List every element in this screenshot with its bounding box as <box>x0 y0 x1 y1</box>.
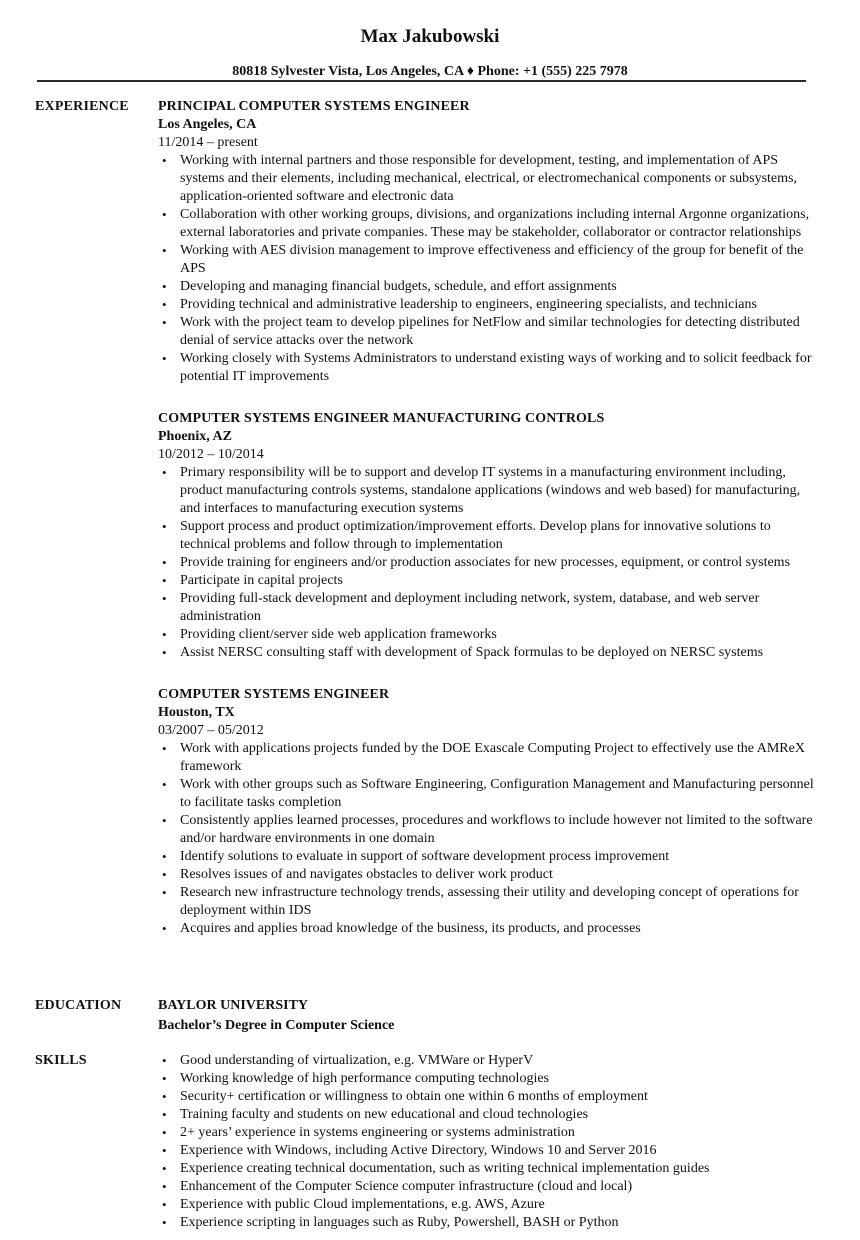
duty-item <box>158 350 818 386</box>
bullet-icon: • <box>162 885 167 900</box>
duty-item <box>158 740 818 776</box>
duty-item <box>158 314 818 350</box>
bullet-icon: • <box>162 591 167 606</box>
duty-item <box>158 866 818 884</box>
duty-text: Providing client/server side web application frameworks <box>180 627 497 642</box>
duty-text: Providing technical and administrative leadership to engineers, engineering specialists, and technicians <box>180 297 757 312</box>
job-title: COMPUTER SYSTEMS ENGINEER MANUFACTURING CONTROLS <box>158 411 605 426</box>
bullet-icon: • <box>162 867 167 882</box>
skill-item <box>158 1052 818 1070</box>
skill-text: Working knowledge of high performance computing technologies <box>180 1071 549 1086</box>
skill-text: Enhancement of the Computer Science computer infrastructure (cloud and local) <box>180 1179 633 1194</box>
skill-item <box>158 1142 818 1160</box>
duty-item <box>158 554 818 572</box>
duty-text: Work with the project team to develop pipelines for NetFlow and similar technologies for detecting distributed denial of service attacks over the network <box>180 315 800 348</box>
duty-text: Primary responsibility will be to support and develop IT systems in a manufacturing environment including, product manufacturing controls systems, standalone applications (windows and web based) for manufacturing, and interfaces to manufacturing execution systems <box>180 465 801 516</box>
duty-item <box>158 242 818 278</box>
bullet-icon: • <box>162 555 167 570</box>
skill-text: Experience with Windows, including Active Directory, Windows 10 and Server 2016 <box>180 1143 657 1158</box>
duty-item <box>158 464 818 518</box>
duty-text: Support process and product optimization/improvement efforts. Develop plans for innovative solutions to technical problems and follow through to implementation <box>180 519 771 552</box>
bullet-icon: • <box>162 741 167 756</box>
skill-item <box>158 1160 818 1178</box>
duty-text: Collaboration with other working groups, divisions, and organizations including internal Argonne organizations, external laboratories and private companies. These may be stakeholder, collaborator or contractor relationships <box>180 207 810 240</box>
job-duties <box>158 740 818 938</box>
bullet-icon: • <box>162 1143 167 1158</box>
school-name: BAYLOR UNIVERSITY <box>158 998 309 1013</box>
duty-item <box>158 206 818 242</box>
bullet-icon: • <box>162 1089 167 1104</box>
skill-text: Security+ certification or willingness to obtain one within 6 months of employment <box>180 1089 648 1104</box>
skill-text: 2+ years’ experience in systems engineering or systems administration <box>180 1125 575 1140</box>
duty-item <box>158 296 818 314</box>
duty-text: Identify solutions to evaluate in support of software development process improvement <box>180 849 670 864</box>
bullet-icon: • <box>162 627 167 642</box>
duty-text: Research new infrastructure technology trends, assessing their utility and developing concept of operations for deployment within IDS <box>180 885 799 918</box>
skills-bullets <box>158 1052 818 1232</box>
duty-item <box>158 812 818 848</box>
phone: Phone: +1 (555) 225 7978 <box>477 64 628 79</box>
job-entry <box>158 686 818 938</box>
bullet-icon: • <box>162 921 167 936</box>
candidate-name: Max Jakubowski <box>360 26 500 47</box>
education-entry <box>158 997 818 1035</box>
degree-name: Bachelor’s Degree in Computer Science <box>158 1018 395 1033</box>
duty-item <box>158 278 818 296</box>
bullet-icon: • <box>162 1053 167 1068</box>
bullet-icon: • <box>162 645 167 660</box>
skill-item <box>158 1124 818 1142</box>
duty-item <box>158 776 818 812</box>
bullet-icon: • <box>162 465 167 480</box>
header-divider <box>37 80 806 82</box>
duty-text: Participate in capital projects <box>180 573 343 588</box>
duty-text: Working with AES division management to improve effectiveness and efficiency of the group for benefit of the APS <box>180 243 804 276</box>
job-dates: 11/2014 – present <box>158 135 258 150</box>
bullet-icon: • <box>162 207 167 222</box>
job-duties <box>158 464 818 662</box>
duty-text: Work with other groups such as Software Engineering, Configuration Management and Manufacturing personnel to facilitate tasks completion <box>180 777 814 810</box>
duty-text: Assist NERSC consulting staff with development of Spack formulas to be deployed on NERSC systems <box>180 645 764 660</box>
job-dates: 10/2012 – 10/2014 <box>158 447 264 462</box>
bullet-icon: • <box>162 153 167 168</box>
skill-text: Experience with public Cloud implementations, e.g. AWS, Azure <box>180 1197 545 1212</box>
bullet-icon: • <box>162 1215 167 1230</box>
bullet-icon: • <box>162 849 167 864</box>
skill-item <box>158 1070 818 1088</box>
bullet-icon: • <box>162 1197 167 1212</box>
address: 80818 Sylvester Vista, Los Angeles, CA <box>232 64 464 79</box>
duty-item <box>158 920 818 938</box>
bullet-icon: • <box>162 777 167 792</box>
job-location: Los Angeles, CA <box>158 117 257 132</box>
experience-heading: EXPERIENCE <box>35 99 129 114</box>
skill-text: Experience scripting in languages such as Ruby, Powershell, BASH or Python <box>180 1215 619 1230</box>
skill-text: Training faculty and students on new educational and cloud technologies <box>180 1107 589 1122</box>
bullet-icon: • <box>162 1071 167 1086</box>
skills-list <box>158 1052 818 1232</box>
bullet-icon: • <box>162 573 167 588</box>
job-title: COMPUTER SYSTEMS ENGINEER <box>158 687 390 702</box>
duty-item <box>158 152 818 206</box>
separator-diamond: ♦ <box>466 64 474 79</box>
resume-header <box>0 26 860 81</box>
bullet-icon: • <box>162 351 167 366</box>
skill-text: Good understanding of virtualization, e.g. VMWare or HyperV <box>180 1053 534 1068</box>
job-location: Houston, TX <box>158 705 235 720</box>
duty-text: Resolves issues of and navigates obstacles to deliver work product <box>180 867 553 882</box>
duty-item <box>158 848 818 866</box>
duty-item <box>158 884 818 920</box>
job-dates: 03/2007 – 05/2012 <box>158 723 264 738</box>
duty-text: Work with applications projects funded by the DOE Exascale Computing Project to effectively use the AMReX framework <box>180 741 805 774</box>
duty-text: Acquires and applies broad knowledge of the business, its products, and processes <box>180 921 641 936</box>
skill-text: Experience creating technical documentation, such as writing technical implementation guides <box>180 1161 710 1176</box>
duty-item <box>158 590 818 626</box>
bullet-icon: • <box>162 1125 167 1140</box>
job-title: PRINCIPAL COMPUTER SYSTEMS ENGINEER <box>158 99 470 114</box>
job-entry <box>158 98 818 386</box>
skill-item <box>158 1214 818 1232</box>
bullet-icon: • <box>162 1161 167 1176</box>
bullet-icon: • <box>162 519 167 534</box>
bullet-icon: • <box>162 1179 167 1194</box>
job-duties <box>158 152 818 386</box>
duty-item <box>158 572 818 590</box>
skill-item <box>158 1196 818 1214</box>
job-entry <box>158 410 818 662</box>
experience-list <box>158 98 818 962</box>
bullet-icon: • <box>162 279 167 294</box>
duty-text: Consistently applies learned processes, procedures and workflows to include however not limited to the software and/or hardware environments in one domain <box>180 813 813 846</box>
bullet-icon: • <box>162 315 167 330</box>
job-location: Phoenix, AZ <box>158 429 232 444</box>
skill-item <box>158 1178 818 1196</box>
duty-text: Working closely with Systems Administrators to understand existing ways of working and to solicit feedback for potential IT improvements <box>180 351 812 384</box>
education-heading: EDUCATION <box>35 998 122 1013</box>
bullet-icon: • <box>162 297 167 312</box>
bullet-icon: • <box>162 1107 167 1122</box>
duty-item <box>158 626 818 644</box>
bullet-icon: • <box>162 243 167 258</box>
skill-item <box>158 1088 818 1106</box>
skill-item <box>158 1106 818 1124</box>
duty-text: Providing full-stack development and deployment including network, system, database, and web server administration <box>180 591 760 624</box>
duty-text: Provide training for engineers and/or production associates for new processes, equipment, or control systems <box>180 555 791 570</box>
duty-item <box>158 644 818 662</box>
contact-line <box>0 63 860 81</box>
duty-item <box>158 518 818 554</box>
duty-text: Working with internal partners and those responsible for development, testing, and implementation of APS systems and their elements, including mechanical, electrical, or electromechanical components or subsystems, application-oriented software and electronic data <box>180 153 797 204</box>
skills-heading: SKILLS <box>35 1053 87 1068</box>
bullet-icon: • <box>162 813 167 828</box>
duty-text: Developing and managing financial budgets, schedule, and effort assignments <box>180 279 617 294</box>
